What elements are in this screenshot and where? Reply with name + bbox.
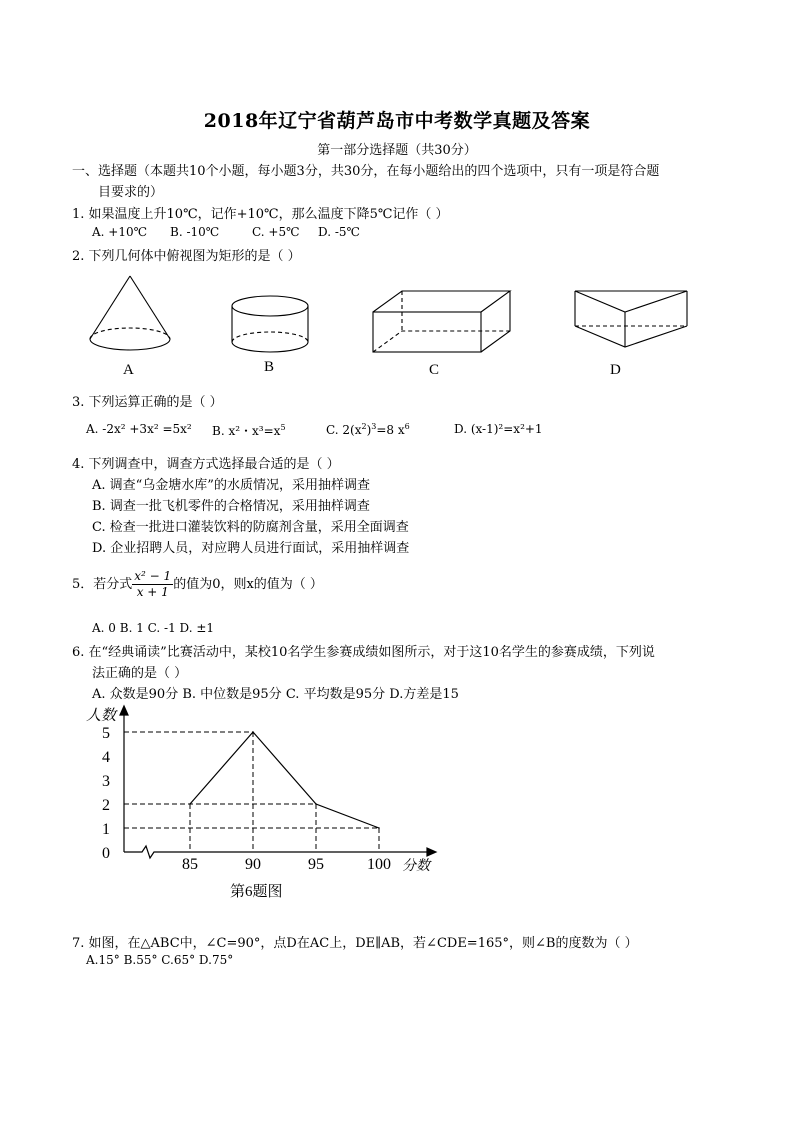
page-title: 2018年辽宁省葫芦岛市中考数学真题及答案 bbox=[203, 110, 591, 132]
y-tick-label: 1 bbox=[102, 821, 110, 838]
y-axis-label: 人数 bbox=[86, 708, 117, 724]
x-axis-label: 分数 bbox=[402, 859, 430, 874]
solid-label-d: D bbox=[610, 362, 621, 378]
prism-shape bbox=[373, 291, 510, 352]
y-tick-label: 2 bbox=[102, 797, 110, 814]
y-tick-label: 5 bbox=[102, 725, 110, 742]
q4-option-b: B. 调查一批飞机零件的合格情况，采用抽样调查 bbox=[92, 499, 370, 514]
question-4: 4. 下列调查中，调查方式选择最合适的是（ ） bbox=[72, 457, 340, 472]
solid-label-b: B bbox=[264, 359, 275, 375]
part1-header: 一、选择题（本题共10个小题，每小题3分，共30分，在每小题给出的四个选项中，只有一项是符合题 bbox=[72, 164, 660, 179]
q4-option-a: A. 调查“乌金塘水库”的水质情况，采用抽样调查 bbox=[92, 478, 370, 493]
question-6-cont: 法正确的是（ ） bbox=[92, 666, 188, 681]
q6-options: A. 众数是90分 B. 中位数是95分 C. 平均数是95分 D.方差是15 bbox=[92, 687, 459, 702]
q1-option-a: A. +10℃ bbox=[92, 225, 148, 239]
q3-option-a: A. -2x² +3x² =5x² bbox=[86, 422, 192, 436]
q4-option-d: D. 企业招聘人员，对应聘人员进行面试，采用抽样调查 bbox=[92, 541, 410, 556]
triangular-prism-shape bbox=[575, 291, 687, 347]
x-tick-label: 100 bbox=[367, 856, 391, 873]
fraction bbox=[132, 569, 173, 600]
y-tick-label: 4 bbox=[102, 749, 110, 766]
y-tick-label: 0 bbox=[102, 845, 110, 862]
y-axis-arrow bbox=[120, 706, 128, 715]
q5-options: A. 0 B. 1 C. -1 D. ±1 bbox=[92, 621, 215, 635]
q3-option-c: C. $2(x^2)^3=8$ $x^6$ bbox=[326, 422, 410, 437]
q2-solids-figure bbox=[80, 270, 720, 385]
data-point bbox=[189, 803, 191, 805]
q1-option-c: C. +5℃ bbox=[252, 225, 300, 239]
q7-options: A.15° B.55° C.65° D.75° bbox=[86, 953, 234, 967]
section-title: 第一部分选择题（共30分） bbox=[317, 143, 477, 158]
x-axis-arrow bbox=[427, 848, 436, 856]
data-point bbox=[315, 803, 317, 805]
y-tick-label: 3 bbox=[102, 773, 110, 790]
solid-label-c: C bbox=[429, 362, 440, 378]
part1-header-cont: 目要求的） bbox=[98, 185, 164, 200]
x-tick-label: 90 bbox=[245, 856, 261, 873]
q3-option-b: B. x²・$x^3=x^5$ bbox=[212, 423, 286, 438]
question-3: 3. 下列运算正确的是（ ） bbox=[72, 395, 223, 410]
q1-option-d: D. -5℃ bbox=[318, 225, 360, 239]
fraction-numerator: x² − 1 bbox=[134, 569, 172, 583]
question-6: 6. 在“经典诵读”比赛活动中，某校10名学生参赛成绩如图所示，对于这10名学生的参赛成绩，下列说 bbox=[72, 645, 655, 660]
question-2: 2. 下列几何体中俯视图为矩形的是（ ） bbox=[72, 249, 301, 264]
solid-label-a: A bbox=[123, 362, 134, 378]
question-5: 5．若分式 $\frac{\text{x² − 1}}{x + 1}$ 的值为0，则x的值为（ ） bbox=[72, 569, 323, 599]
series-line bbox=[190, 732, 379, 828]
q6-line-chart bbox=[80, 700, 460, 905]
q4-option-c: C. 检查一批进口灌装饮料的防腐剂含量，采用全面调查 bbox=[92, 520, 409, 535]
data-point bbox=[252, 731, 254, 733]
data-point bbox=[378, 827, 380, 829]
cone-shape bbox=[90, 276, 170, 350]
fraction-denominator: x + 1 bbox=[136, 585, 169, 599]
x-tick-label: 95 bbox=[308, 856, 324, 873]
chart-title: 第6题图 bbox=[230, 884, 283, 900]
question-7: 7. 如图，在△ABC中，∠C=90°，点D在AC上，DE∥AB，若∠CDE=165°，则∠B的度数为（ ） bbox=[72, 936, 638, 951]
question-1: 1. 如果温度上升10℃，记作+10℃，那么温度下降5℃记作（ ） bbox=[72, 207, 449, 222]
x-tick-label: 85 bbox=[182, 856, 198, 873]
cylinder-shape bbox=[232, 296, 308, 352]
q3-option-d: D. (x-1)²=x²+1 bbox=[454, 422, 543, 436]
q1-option-b: B. -10℃ bbox=[170, 225, 220, 239]
